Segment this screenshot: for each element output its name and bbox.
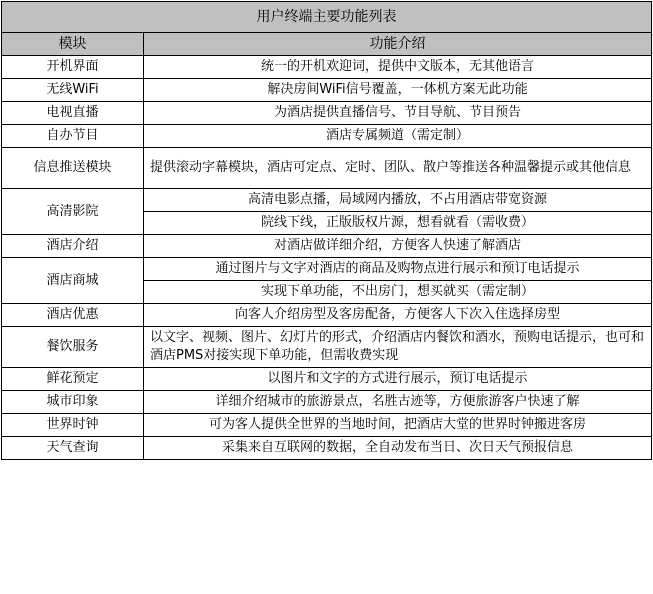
title-row	[2, 2, 652, 33]
description-cell: 酒店专属频道（需定制）	[144, 125, 652, 148]
header-module: 模块	[2, 33, 144, 56]
description-cell: 以图片和文字的方式进行展示，预订电话提示	[144, 368, 652, 391]
function-table	[1, 1, 652, 460]
table-title: 用户终端主要功能列表	[2, 2, 652, 33]
description-cell: 解决房间WiFi信号覆盖，一体机方案无此功能	[144, 79, 652, 102]
description-cell: 提供滚动字幕模块，酒店可定点、定时、团队、散户等推送各种温馨提示或其他信息	[144, 148, 652, 189]
header-row	[2, 33, 652, 56]
table-row	[2, 148, 652, 189]
description-cell: 通过图片与文字对酒店的商品及购物点进行展示和预订电话提示	[144, 258, 652, 281]
description-cell: 对酒店做详细介绍，方便客人快速了解酒店	[144, 235, 652, 258]
description-cell: 高清电影点播，局域网内播放，不占用酒店带宽资源	[144, 189, 652, 212]
table-row	[2, 258, 652, 281]
module-cell: 酒店商城	[2, 258, 144, 304]
description-cell: 院线下线，正版版权片源，想看就看（需收费）	[144, 212, 652, 235]
module-cell: 世界时钟	[2, 414, 144, 437]
module-cell: 鲜花预定	[2, 368, 144, 391]
module-cell: 餐饮服务	[2, 327, 144, 368]
table-row	[2, 327, 652, 368]
description-cell: 以文字、视频、图片、幻灯片的形式，介绍酒店内餐饮和酒水，预购电话提示，也可和酒店PMS对接实现下单功能，但需收费实现	[144, 327, 652, 368]
module-cell: 城市印象	[2, 391, 144, 414]
table-row	[2, 414, 652, 437]
module-cell: 酒店优惠	[2, 304, 144, 327]
table-row	[2, 56, 652, 79]
module-cell: 自办节目	[2, 125, 144, 148]
description-cell: 可为客人提供全世界的当地时间，把酒店大堂的世界时钟搬进客房	[144, 414, 652, 437]
table-row	[2, 304, 652, 327]
module-cell: 开机界面	[2, 56, 144, 79]
module-cell: 天气查询	[2, 437, 144, 460]
description-cell: 统一的开机欢迎词，提供中文版本，无其他语言	[144, 56, 652, 79]
module-cell: 酒店介绍	[2, 235, 144, 258]
description-cell: 为酒店提供直播信号、节目导航、节目预告	[144, 102, 652, 125]
description-cell: 采集来自互联网的数据，全自动发布当日、次日天气预报信息	[144, 437, 652, 460]
module-cell: 高清影院	[2, 189, 144, 235]
table-row	[2, 125, 652, 148]
table-row	[2, 391, 652, 414]
description-cell: 实现下单功能，不出房门，想买就买（需定制）	[144, 281, 652, 304]
table-row	[2, 189, 652, 212]
table-row	[2, 79, 652, 102]
table-row	[2, 437, 652, 460]
header-description: 功能介绍	[144, 33, 652, 56]
table-row	[2, 235, 652, 258]
description-cell: 详细介绍城市的旅游景点，名胜古迹等，方便旅游客户快速了解	[144, 391, 652, 414]
description-cell: 向客人介绍房型及客房配备，方便客人下次入住选择房型	[144, 304, 652, 327]
module-cell: 无线WiFi	[2, 79, 144, 102]
module-cell: 电视直播	[2, 102, 144, 125]
table-row	[2, 102, 652, 125]
table-row	[2, 368, 652, 391]
module-cell: 信息推送模块	[2, 148, 144, 189]
